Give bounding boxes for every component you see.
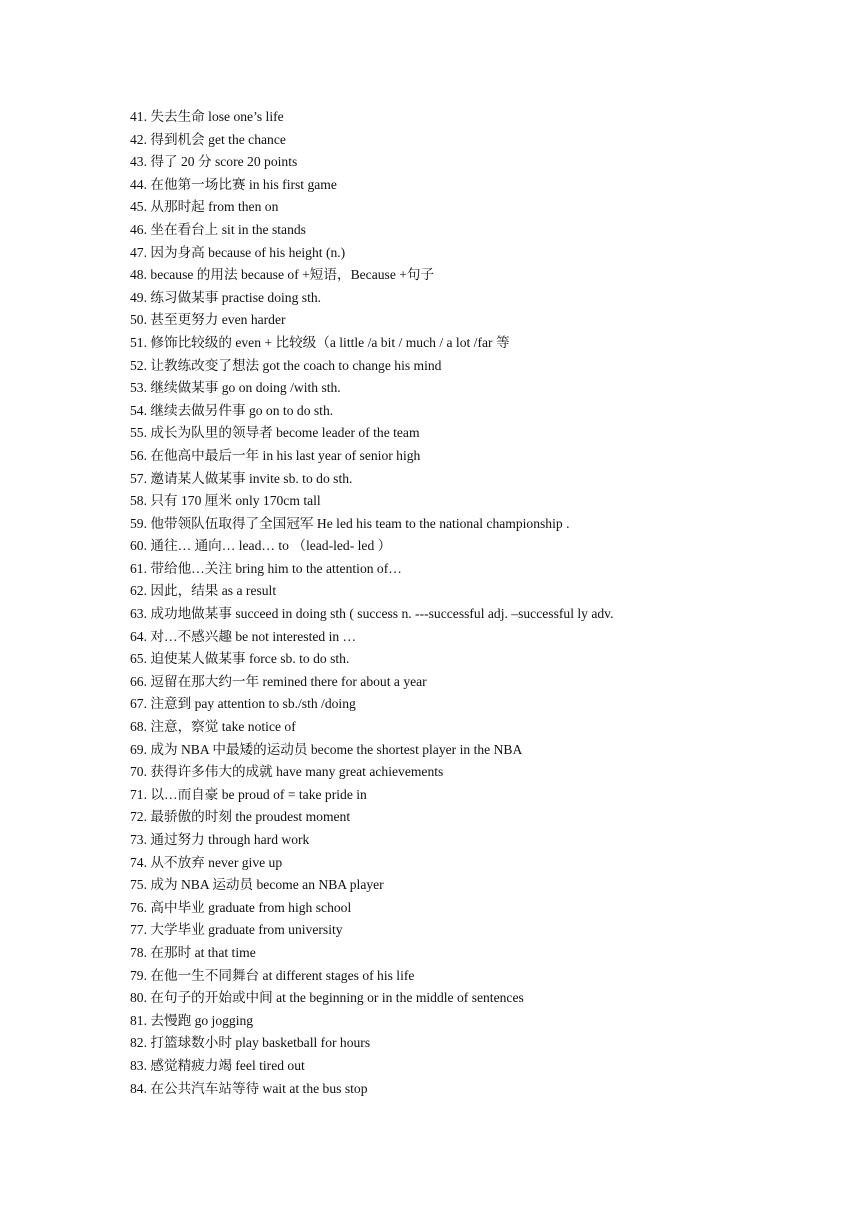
phrase-item: 61. 带给他…关注 bring him to the attention of… [130, 560, 402, 576]
phrase-item: 69. 成为 NBA 中最矮的运动员 become the shortest player in the NBA [130, 741, 523, 757]
phrase-item: 52. 让教练改变了想法 got the coach to change his mind [130, 357, 442, 373]
phrase-item: 77. 大学毕业 graduate from university [130, 922, 343, 938]
phrase-item: 44. 在他第一场比赛 in his first game [130, 176, 337, 192]
phrase-item: 68. 注意，察觉 take notice of [130, 719, 296, 735]
phrase-item: 49. 练习做某事 practise doing sth. [130, 289, 322, 305]
phrase-item: 65. 迫使某人做某事 force sb. to do sth. [130, 651, 350, 667]
phrase-item: 84. 在公共汽车站等待 wait at the bus stop [130, 1080, 368, 1096]
phrase-item: 41. 失去生命 lose one’s life [130, 109, 284, 124]
phrase-item: 58. 只有 170 厘米 only 170cm tall [130, 493, 321, 509]
phrase-item: 54. 继续去做另件事 go on to do sth. [130, 402, 334, 418]
phrase-item: 51. 修饰比较级的 even + 比较级（a little /a bit / much / a lot /far 等 [130, 334, 510, 350]
phrase-item: 60. 通往… 通向… lead… to （lead-led- led ） [130, 538, 392, 554]
phrase-item: 75. 成为 NBA 运动员 become an NBA player [130, 877, 384, 893]
phrase-item: 64. 对…不感兴趣 be not interested in … [130, 628, 357, 644]
phrase-item: 72. 最骄傲的时刻 the proudest moment [130, 809, 351, 825]
phrase-item: 79. 在他一生不同舞台 at different stages of his life [130, 967, 415, 983]
phrase-item: 45. 从那时起 from then on [130, 199, 279, 215]
phrase-item: 82. 打篮球数小时 play basketball for hours [130, 1035, 371, 1051]
phrase-item: 47. 因为身高 because of his height (n.) [130, 244, 346, 260]
phrase-item: 56. 在他高中最后一年 in his last year of senior high [130, 447, 421, 463]
phrase-item: 43. 得了 20 分 score 20 points [130, 154, 298, 170]
phrase-item: 48. because 的用法 because of +短语，Because +句子 [130, 267, 435, 283]
phrase-item: 53. 继续做某事 go on doing /with sth. [130, 380, 341, 396]
phrase-item: 83. 感觉精疲力竭 feel tired out [130, 1057, 305, 1073]
phrase-item: 74. 从不放弃 never give up [130, 854, 283, 870]
phrase-item: 73. 通过努力 through hard work [130, 832, 310, 847]
phrase-item: 42. 得到机会 get the chance [130, 131, 286, 147]
phrase-item: 50. 甚至更努力 even harder [130, 312, 286, 328]
phrase-item: 66. 逗留在那大约一年 remined there for about a year [130, 673, 427, 689]
phrase-item: 76. 高中毕业 graduate from high school [130, 899, 352, 915]
phrase-item: 70. 获得许多伟大的成就 have many great achievements [130, 764, 444, 780]
phrase-item: 80. 在句子的开始或中间 at the beginning or in the middle of sentences [130, 990, 524, 1006]
phrase-item: 81. 去慢跑 go jogging [130, 1012, 254, 1028]
phrase-item: 59. 他带领队伍取得了全国冠军 He led his team to the national championship . [130, 515, 570, 531]
phrase-item: 55. 成长为队里的领导者 become leader of the team [130, 425, 420, 441]
phrase-item: 63. 成功地做某事 succeed in doing sth ( success n. ---successful adj. –successful ly adv. [130, 606, 614, 622]
phrase-item: 57. 邀请某人做某事 invite sb. to do sth. [130, 470, 353, 486]
phrase-item: 62. 因此，结果 as a result [130, 583, 277, 599]
phrase-item: 71. 以…而自豪 be proud of = take pride in [130, 786, 367, 802]
phrase-item: 67. 注意到 pay attention to sb./sth /doing [130, 696, 356, 712]
phrase-list [130, 106, 830, 1100]
phrase-item: 78. 在那时 at that time [130, 944, 256, 960]
phrase-item: 46. 坐在看台上 sit in the stands [130, 221, 306, 237]
